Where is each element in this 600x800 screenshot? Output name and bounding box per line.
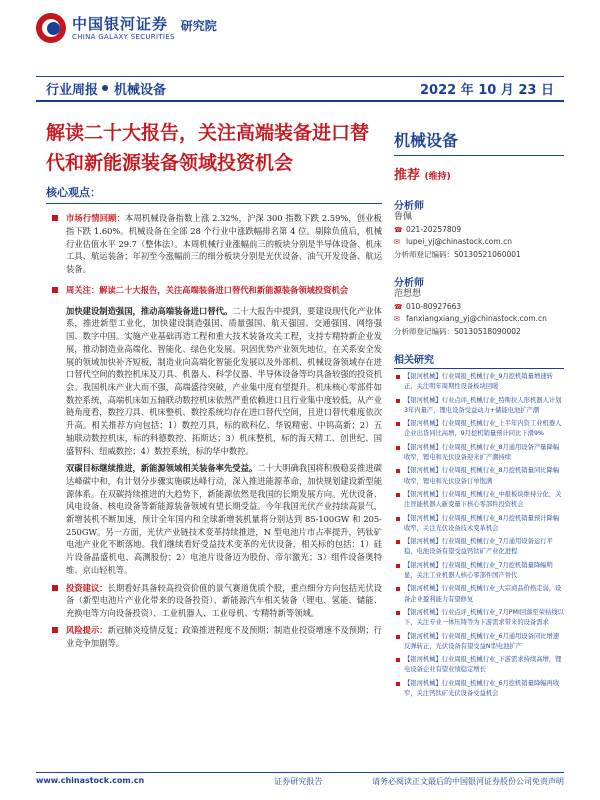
analyst-2-cert: 分析师登记编码：S0130518090002: [394, 326, 521, 336]
square-bullet-icon: [52, 627, 58, 633]
core-view-label: 核心观点：: [46, 184, 382, 204]
footer-divider: [36, 772, 564, 773]
manufacturing-paragraph: [46, 305, 382, 457]
analyst-2-name: 范想想: [394, 289, 422, 299]
related-research-list: [394, 372, 564, 699]
weekly-focus-label: 周关注：: [66, 284, 100, 295]
galaxy-logo-icon: [36, 13, 66, 43]
analyst-heading: 分析师: [394, 278, 424, 289]
related-item[interactable]: 【银河机械】行业周报_机械行业_8月通用设备产量降幅收窄，锂电和光伏设备迎来扩产潮持续: [394, 443, 564, 464]
rating: [394, 164, 564, 183]
footer: [36, 776, 564, 787]
related-item[interactable]: 【银河机械】行业周报_机械行业_6月通用设备同比增速反弹转正，光伏设备有望受益N型电池扩产: [394, 632, 564, 653]
brand-name-cn: 中国银河证券: [72, 14, 169, 33]
risk-warning-label: 风险提示：: [66, 624, 108, 635]
carbon-heading: 双碳目标继续推进，新能源领域相关装备率先受益。: [66, 463, 258, 474]
risk-warning-text: 新冠肺炎疫情反复；政策推进程度不及预期；制造业投资增速不及预期；行业竞争加剧等。: [66, 624, 382, 648]
footer-report-type: 证券研究报告: [274, 777, 323, 786]
email-icon: ✉: [394, 238, 400, 246]
rating-note: (维持): [424, 172, 451, 182]
sidebar-sector: 机械设备: [394, 128, 564, 156]
header-divider-bottom: [36, 100, 564, 102]
related-item[interactable]: 【银河机械】行业周报_机械行业_8月挖机销量同比降幅收窄，锂电和光伏设备订单饱满: [394, 466, 564, 487]
analyst-1-phone: 021-20257809: [406, 224, 462, 234]
related-item[interactable]: 【银河机械】行业周报_机械行业_中报板块维持分化，关注智能机器人新变量下核心零部件投资机会: [394, 490, 564, 511]
related-item[interactable]: 【银河机械】行业点评_机械行业_特斯拉人形机器人计划3年内量产，锂电设备受益动力+储能电池扩产潮: [394, 396, 564, 417]
report-title: 解读二十大报告，关注高端装备进口替代和新能源装备领域投资机会: [46, 122, 370, 174]
investment-advice-label: 投资建议：: [66, 582, 108, 593]
related-item[interactable]: 【银河机械】行业周报_机械行业_9月挖机销量增速转正，关注明年周期性设备板块回暖: [394, 372, 564, 393]
report-type: 行业周报: [46, 82, 99, 98]
email-icon: ✉: [394, 315, 400, 323]
market-review: [46, 212, 382, 276]
report-header: [46, 78, 554, 98]
square-bullet-icon: [52, 287, 58, 293]
report-date: 2022 年 10 月 23 日: [420, 82, 554, 98]
analyst-2-email[interactable]: fanxiangxiang_yj@chinastock.com.cn: [406, 314, 547, 323]
brand-institute: 研究院: [180, 18, 217, 33]
weekly-focus-text: 解读二十大报告，关注高端装备进口替代和新能源装备领域投资机会: [99, 284, 349, 295]
investment-advice: [46, 582, 382, 620]
footer-website[interactable]: www.chinastock.com.cn: [36, 776, 145, 785]
footer-disclaimer: 请务必阅读正文最后的中国银河证券股份公司免责声明: [372, 777, 564, 786]
manufacturing-text: 二十大报告中提到，要建设现代化产业体系，推进新型工业化，加快建设制造强国、质量强国、航天强国、交通强国、网络强国、数字中国。实施产业基础再造工程和重大技术装备攻关工程，支持专精特新企业发展，推动制造业高端化、智能化、绿色化发展。巩固优势产业领先地位，在关系安全发展的领域加快补齐短板，制造业向高端化智能化发展以及外部机、机械设备领域存在进口替代空间的数控机床及刀具、机器人、科学仪器、半导体设备等均具备较强的投资机会。我国机床产业大而不强，高端盛待突破，产业集中度有望提升。机床核心零部件如数控系统，高端机床如五轴联动数控机床依然严重依赖进口且行业集中度较低，从产业链角度看，数控刀具、机床整机、数控系统均存在进口替代空间，且进口替代难度依次升高。相关推荐方向包括：1）数控刀具，标的欧科亿、华锐精密、中钨高新；2）五轴联动数控机床，标的科德数控、拓斯达；3）机床整机，标的海天精工、创世纪、国盛智科、纽威数控；4）数控系统，标的华中数控。: [66, 305, 382, 456]
risk-warning: [46, 624, 382, 650]
analyst-2-phone: 010-80927663: [406, 301, 462, 311]
related-item[interactable]: 【银河机械】行业周报_机械行业_下游需求持续高增，锂电设备企业有望业绩稳定增长: [394, 655, 564, 676]
title-block: [46, 118, 382, 204]
square-bullet-icon: [52, 585, 58, 591]
carbon-paragraph: [46, 462, 382, 576]
market-review-label: 市场行情回顾：: [66, 213, 126, 223]
weekly-focus: [46, 284, 382, 297]
brand-name-en: CHINA GALAXY SECURITIES: [72, 32, 175, 41]
related-item[interactable]: 【银河机械】行业周报_机械行业_大宗商品价格走弱，设备企业盈利能力有望修复: [394, 584, 564, 605]
related-research-heading: 相关研究: [394, 351, 564, 369]
analyst-heading: 分析师: [394, 201, 424, 212]
related-item[interactable]: 【银河机械】行业周报_机械行业_上半年内资工业机器人企业出货同比高增，9月挖机销量预计同比下滑9%: [394, 419, 564, 440]
square-bullet-icon: [52, 215, 58, 221]
manufacturing-heading: 加快建设制造强国，推动高端装备进口替代。: [66, 305, 233, 316]
bullet-dot-icon: [102, 85, 108, 91]
carbon-text: 二十大明确我国将积极稳妥推进碳达峰碳中和，有计划分步骤实施碳达峰行动，深入推进能源革命，加快规划建设新型能源体系。在双碳持续推进的大趋势下，新能源依然是我国的长期发展方向。光伏设备、风电设备、核电设备等新能源装备领域有望长期受益。今年我国光伏产业持续高景气，新增装机不断加速，预计全年国内和全球新增装机量将分别达到 85-100GW 和 205-250GW。另一方面，光伏产业链技术变革持续推进，N 型电池片市占率提升，钙钛矿电池产业化不断落地。我们继续看好受益技术变革的光伏设备，相关标的包括：1）硅片设备晶盛机电、高测股份；2）电池片设备迈为股份、帝尔激光；3）组件设备奥特维、京山轻机等。: [66, 463, 382, 575]
related-item[interactable]: 【银河机械】行业周报_机械行业_6月挖机销量降幅再收窄，关注钙钛矿光伏设备受益机会: [394, 679, 564, 700]
phone-icon: ☎: [394, 225, 403, 234]
phone-icon: ☎: [394, 302, 403, 311]
rating-value: 推荐: [394, 168, 421, 183]
header-divider-top: [36, 76, 564, 77]
analyst-1-name: 鲁佩: [394, 212, 413, 222]
report-body: [46, 212, 382, 654]
report-sector: 机械设备: [114, 82, 167, 98]
analyst-1-cert: 分析师登记编码：S0130521060001: [394, 249, 521, 259]
market-review-text: 本周机械设备指数上涨 2.32%，沪深 300 指数下跌 2.59%，创业板指下跌 1.60%。机械设备在全部 28 个行业中涨跌幅排名第 4 位。剔除负值后，机械行业估值水平 29.7（整体法）。本周机械行业涨幅前三的板块分别是半导体设备、机床工具、航运装备；年初至今涨幅前三的细分板块分别是光伏设备、油气开发设备、航运装备。: [66, 213, 382, 275]
analyst-2: [394, 289, 564, 337]
analyst-1-email[interactable]: lupei_yj@chinastock.com.cn: [406, 237, 512, 246]
related-item[interactable]: 【银河机械】行业周报_机械行业_8月挖机销量预计降幅收窄，关注光伏设备技术变革机会: [394, 514, 564, 535]
related-item[interactable]: 【银河机械】行业周报_机械行业_7月通用设备运行平稳，电池设备有望受益钙钛矿产业化进程: [394, 537, 564, 558]
investment-advice-text: 长期看好具备较高投资价值的景气赛道优质个股，重点细分方向包括光伏设备（新型电池片产业化带来的设备投资）、新能源汽车相关装备（锂电、氢能、储能、充换电等方向设备投资）、工业机器人、工业母机、专精特新等领域。: [66, 582, 382, 619]
related-item[interactable]: 【银河机械】行业点评_机械行业_7月PMI回落至荣枯线以下，关注专业一体压铸等为下游需求带来的设备需求: [394, 608, 564, 629]
sidebar: [394, 128, 564, 699]
related-item[interactable]: 【银河机械】行业周报_机械行业_7月挖机销量降幅明显，关注工业机器人核心零部件国产替代: [394, 561, 564, 582]
analyst-1: [394, 212, 564, 260]
brand-logo: [36, 10, 217, 46]
